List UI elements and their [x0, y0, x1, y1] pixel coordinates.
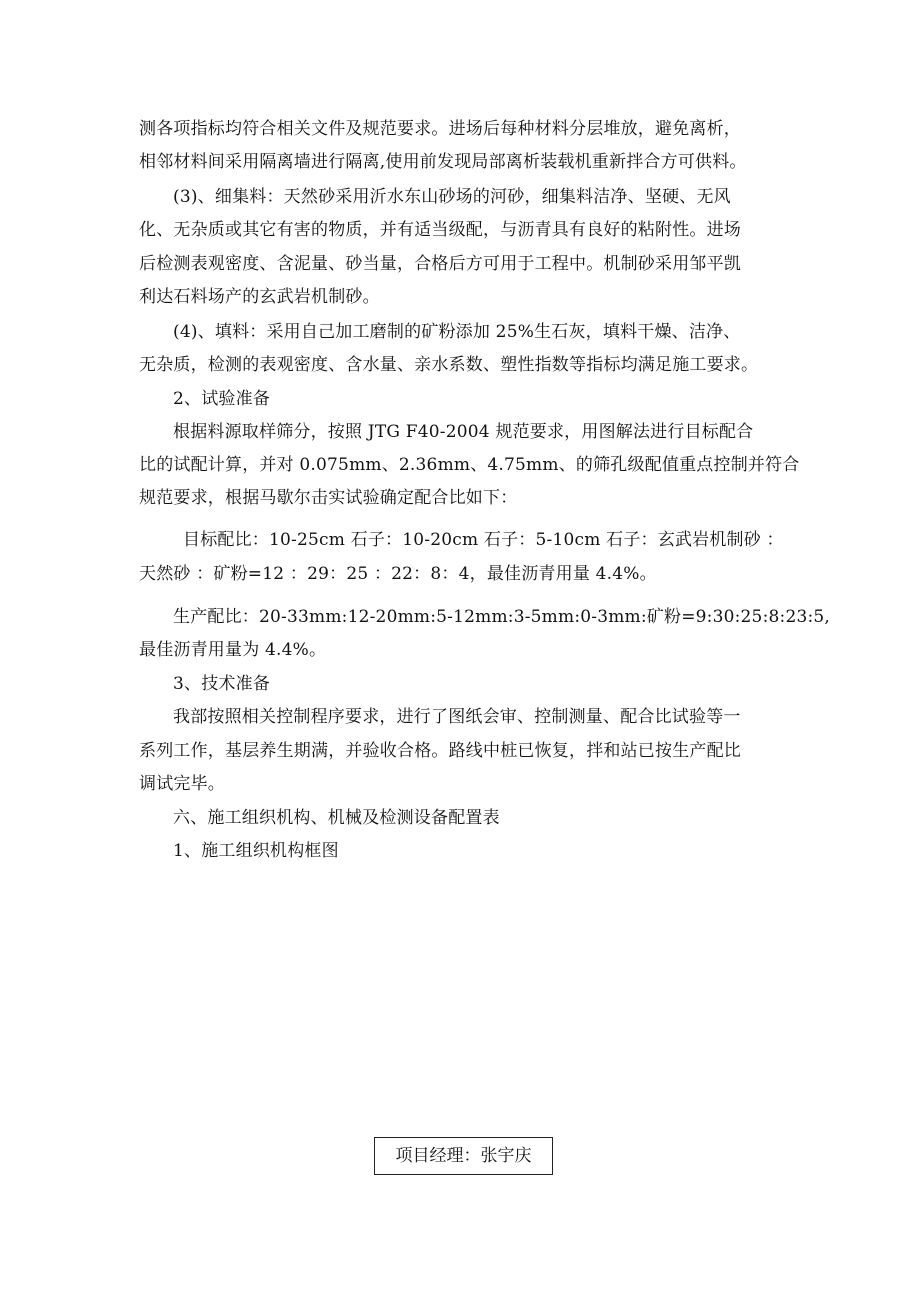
paragraph-line: 测各项指标均符合相关文件及规范要求。进场后每种材料分层堆放，避免离析， — [139, 119, 741, 139]
paragraph-line: 相邻材料间采用隔离墙进行隔离,使用前发现局部离析装载机重新拌合方可供料。 — [139, 152, 747, 172]
paragraph-line: 系列工作，基层养生期满，并验收合格。路线中桩已恢复，拌和站已按生产配比 — [139, 741, 741, 761]
production-mix-ratio-line: 生产配比：20-33mm:12-20mm:5-12mm:3-5mm:0-3mm:矿粉=9:30:25:8:23:5, — [173, 607, 831, 627]
paragraph-line: 利达石料场产的玄武岩机制砂。 — [139, 287, 380, 307]
paragraph-line: 调试完毕。 — [139, 774, 225, 794]
paragraph-line: 规范要求，根据马歇尔击实试验确定配合比如下： — [139, 488, 518, 508]
paragraph-line: 后检测表观密度、含泥量、砂当量，合格后方可用于工程中。机制砂采用邹平凯 — [139, 254, 741, 274]
paragraph-line: 我部按照相关控制程序要求，进行了图纸会审、控制测量、配合比试验等一 — [173, 707, 741, 727]
paragraph-line: 化、无杂质或其它有害的物质，并有适当级配，与沥青具有良好的粘附性。进场 — [139, 220, 741, 240]
paragraph-line: 比的试配计算，并对 0.075mm、2.36mm、4.75mm、的筛孔级配值重点控制并符合 — [139, 455, 800, 475]
section-heading: 六、施工组织机构、机械及检测设备配置表 — [173, 808, 500, 828]
section-heading: 2、试验准备 — [173, 389, 271, 409]
section-heading: 1、施工组织机构框图 — [173, 841, 339, 861]
production-mix-ratio-line: 最佳沥青用量为 4.4%。 — [139, 640, 327, 660]
paragraph-line: (4)、填料：采用自己加工磨制的矿粉添加 25%生石灰，填料干燥、洁净、 — [173, 322, 741, 342]
paragraph-line: 根据料源取样筛分，按照 JTG F40-2004 规范要求，用图解法进行目标配合 — [173, 422, 754, 442]
target-mix-ratio-line: 天然砂 ：矿粉=12 ：29：25 ：22：8：4，最佳沥青用量 4.4%。 — [139, 564, 657, 584]
section-heading: 3、技术准备 — [173, 674, 271, 694]
project-manager-box: 项目经理：张宇庆 — [374, 1137, 553, 1175]
paragraph-line: (3)、细集料：天然砂采用沂水东山砂场的河砂，细集料洁净、坚硬、无风 — [173, 187, 731, 207]
target-mix-ratio-line: 目标配比：10-25cm 石子：10-20cm 石子：5-10cm 石子：玄武岩机制砂 ： — [183, 530, 784, 550]
paragraph-line: 无杂质，检测的表观密度、含水量、亲水系数、塑性指数等指标均满足施工要求。 — [139, 355, 759, 375]
